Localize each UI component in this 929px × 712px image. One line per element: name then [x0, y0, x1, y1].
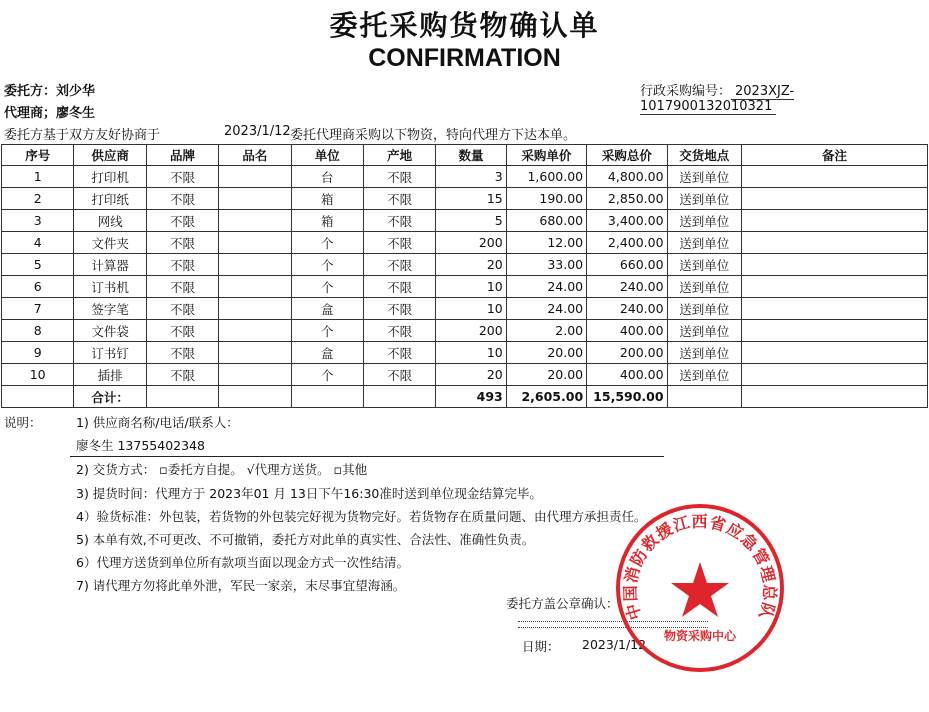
col-header-supplier: 供应商: [74, 145, 146, 166]
cell-remark: [741, 342, 927, 364]
date-value: 2023/1/12: [582, 637, 647, 652]
document-subtitle: CONFIRMATION: [368, 44, 561, 72]
table-row: [2, 188, 928, 210]
total-amount: 15,590.00: [587, 386, 667, 408]
cell-unit: 个: [291, 232, 363, 254]
cell-supplier: 文件夹: [74, 232, 146, 254]
cell-total: 400.00: [587, 364, 667, 386]
cell-qty: 200: [436, 320, 506, 342]
cell-no: 9: [2, 342, 74, 364]
col-header-price: 采购单价: [506, 145, 586, 166]
cell-brand: 不限: [146, 210, 218, 232]
cell-no: 7: [2, 298, 74, 320]
cell-no: 6: [2, 276, 74, 298]
cell-remark: [741, 276, 927, 298]
cell-unit: 个: [291, 320, 363, 342]
client-label: 委托方：: [4, 84, 57, 99]
agent-label: 代理商；: [4, 106, 57, 121]
intro-date: 2023/1/12: [224, 124, 291, 139]
cell-origin: 不限: [363, 342, 435, 364]
cell-unit: 箱: [291, 188, 363, 210]
cell-price: 680.00: [506, 210, 586, 232]
cell-name: [219, 232, 291, 254]
cell-name: [219, 276, 291, 298]
cell-brand: 不限: [146, 342, 218, 364]
cell-origin: 不限: [363, 210, 435, 232]
cell-unit: 箱: [291, 210, 363, 232]
svg-text:中国消防救援江西省应急管理总队: 中国消防救援江西省应急管理总队: [620, 511, 780, 623]
note-7: 7) 请代理方勿将此单外泄，军民一家亲，末尽事宜望海涵。: [76, 578, 406, 593]
cell-remark: [741, 188, 927, 210]
cell-origin: 不限: [363, 298, 435, 320]
note-3: 3) 提货时间：代理方于 2023年01 月 13日下午16:30准时送到单位现金结算完毕。: [76, 486, 542, 501]
col-header-place: 交货地点: [667, 145, 741, 166]
table-row: [2, 210, 928, 232]
cell-price: 190.00: [506, 188, 586, 210]
cell-brand: 不限: [146, 276, 218, 298]
cell-name: [219, 210, 291, 232]
cell-supplier: 打印纸: [74, 188, 146, 210]
cell-total: 200.00: [587, 342, 667, 364]
note-5: 5) 本单有效,不可更改、不可撤销，委托方对此单的真实性、合法性、准确性负责。: [76, 532, 535, 547]
cell-origin: 不限: [363, 276, 435, 298]
cell-place: 送到单位: [667, 364, 741, 386]
cell-brand: 不限: [146, 254, 218, 276]
cell-place: 送到单位: [667, 342, 741, 364]
table-row: [2, 342, 928, 364]
cell-origin: 不限: [363, 320, 435, 342]
col-header-total: 采购总价: [587, 145, 667, 166]
col-header-unit: 单位: [291, 145, 363, 166]
cell-qty: 200: [436, 232, 506, 254]
cell-origin: 不限: [363, 188, 435, 210]
cell-place: 送到单位: [667, 188, 741, 210]
note-1-contact: 廖冬生 13755402348: [76, 438, 205, 453]
svg-text:物资采购中心: 物资采购中心: [663, 629, 737, 643]
cell-qty: 20: [436, 364, 506, 386]
cell-unit: 盒: [291, 298, 363, 320]
items-table: [1, 144, 928, 408]
cell-total: 2,400.00: [587, 232, 667, 254]
note-1: 1) 供应商名称/电话/联系人：: [76, 415, 239, 430]
client-line: [4, 80, 95, 99]
cell-origin: 不限: [363, 254, 435, 276]
cell-place: 送到单位: [667, 254, 741, 276]
col-header-origin: 产地: [363, 145, 435, 166]
cell-supplier: 网线: [74, 210, 146, 232]
cell-supplier: 插排: [74, 364, 146, 386]
col-header-qty: 数量: [436, 145, 506, 166]
table-row: [2, 232, 928, 254]
total-price: 2,605.00: [506, 386, 586, 408]
cell-name: [219, 166, 291, 188]
col-header-brand: 品牌: [146, 145, 218, 166]
cell-no: 10: [2, 364, 74, 386]
cell-origin: 不限: [363, 166, 435, 188]
cell-brand: 不限: [146, 232, 218, 254]
agent-line: [4, 102, 95, 121]
cell-remark: [741, 364, 927, 386]
cell-origin: 不限: [363, 364, 435, 386]
po-label: 行政采购编号：: [640, 84, 732, 99]
table-row: [2, 276, 928, 298]
cell-qty: 5: [436, 210, 506, 232]
cell-remark: [741, 210, 927, 232]
cell-supplier: 文件袋: [74, 320, 146, 342]
cell-total: 400.00: [587, 320, 667, 342]
cell-qty: 10: [436, 276, 506, 298]
document-title: 委托采购货物确认单: [329, 9, 600, 42]
cell-qty: 15: [436, 188, 506, 210]
cell-price: 20.00: [506, 342, 586, 364]
cell-price: 20.00: [506, 364, 586, 386]
note-4: 4）验货标准：外包装，若货物的外包装完好视为货物完好。若货物存在质量问题、由代理方承担责任。: [76, 509, 647, 524]
cell-unit: 个: [291, 276, 363, 298]
sign-label: 委托方盖公章确认：: [506, 596, 619, 611]
cell-price: 24.00: [506, 298, 586, 320]
po-number: 2023XJZ-1017900132010321: [640, 84, 795, 114]
cell-name: [219, 364, 291, 386]
cell-remark: [741, 232, 927, 254]
cell-origin: 不限: [363, 232, 435, 254]
cell-unit: 盒: [291, 342, 363, 364]
total-qty: 493: [436, 386, 506, 408]
date-label: 日期：: [522, 639, 560, 654]
cell-brand: 不限: [146, 364, 218, 386]
cell-qty: 3: [436, 166, 506, 188]
cell-place: 送到单位: [667, 210, 741, 232]
cell-total: 2,850.00: [587, 188, 667, 210]
seal-graphic: [612, 500, 788, 676]
cell-brand: 不限: [146, 188, 218, 210]
cell-no: 1: [2, 166, 74, 188]
cell-supplier: 计算器: [74, 254, 146, 276]
table-row: [2, 254, 928, 276]
cell-unit: 个: [291, 254, 363, 276]
col-header-name: 品名: [219, 145, 291, 166]
cell-price: 33.00: [506, 254, 586, 276]
cell-total: 3,400.00: [587, 210, 667, 232]
cell-remark: [741, 166, 927, 188]
cell-remark: [741, 254, 927, 276]
cell-name: [219, 254, 291, 276]
cell-price: 24.00: [506, 276, 586, 298]
table-header-row: [2, 145, 928, 166]
cell-place: 送到单位: [667, 276, 741, 298]
notes-label: 说明：: [4, 415, 42, 430]
cell-unit: 个: [291, 364, 363, 386]
cell-no: 2: [2, 188, 74, 210]
contact-underline: [70, 456, 664, 457]
cell-place: 送到单位: [667, 166, 741, 188]
table-row: [2, 364, 928, 386]
cell-qty: 10: [436, 298, 506, 320]
cell-unit: 台: [291, 166, 363, 188]
cell-brand: 不限: [146, 298, 218, 320]
table-row: [2, 320, 928, 342]
cell-brand: 不限: [146, 320, 218, 342]
cell-remark: [741, 298, 927, 320]
cell-total: 240.00: [587, 298, 667, 320]
cell-no: 4: [2, 232, 74, 254]
cell-no: 8: [2, 320, 74, 342]
cell-qty: 10: [436, 342, 506, 364]
cell-supplier: 订书钉: [74, 342, 146, 364]
note-2: 2) 交货方式： ▫委托方自提。 √代理方送货。 ▫其他: [76, 462, 368, 477]
intro-prefix: 委托方基于双方友好协商于: [4, 128, 161, 143]
cell-remark: [741, 320, 927, 342]
cell-place: 送到单位: [667, 320, 741, 342]
col-header-remark: 备注: [741, 145, 927, 166]
cell-price: 2.00: [506, 320, 586, 342]
po-line: [640, 80, 929, 114]
cell-supplier: 签字笔: [74, 298, 146, 320]
intro-suffix: 委托代理商采购以下物资，特向代理方下达本单。: [290, 128, 577, 143]
client-name: 刘少华: [56, 84, 96, 99]
cell-supplier: 打印机: [74, 166, 146, 188]
note-6: 6）代理方送货到单位所有款项当面以现金方式一次性结清。: [76, 555, 409, 570]
cell-price: 12.00: [506, 232, 586, 254]
table-row: [2, 298, 928, 320]
cell-place: 送到单位: [667, 298, 741, 320]
agent-name: 廖冬生: [56, 106, 96, 121]
cell-place: 送到单位: [667, 232, 741, 254]
cell-qty: 20: [436, 254, 506, 276]
table-row: [2, 166, 928, 188]
total-label: 合计：: [74, 386, 146, 408]
official-seal: [612, 500, 788, 676]
cell-no: 5: [2, 254, 74, 276]
col-header-no: 序号: [2, 145, 74, 166]
cell-name: [219, 320, 291, 342]
cell-supplier: 订书机: [74, 276, 146, 298]
cell-total: 240.00: [587, 276, 667, 298]
cell-no: 3: [2, 210, 74, 232]
cell-total: 660.00: [587, 254, 667, 276]
cell-name: [219, 342, 291, 364]
cell-price: 1,600.00: [506, 166, 586, 188]
total-row: [2, 386, 928, 408]
cell-total: 4,800.00: [587, 166, 667, 188]
cell-brand: 不限: [146, 166, 218, 188]
cell-name: [219, 298, 291, 320]
cell-name: [219, 188, 291, 210]
